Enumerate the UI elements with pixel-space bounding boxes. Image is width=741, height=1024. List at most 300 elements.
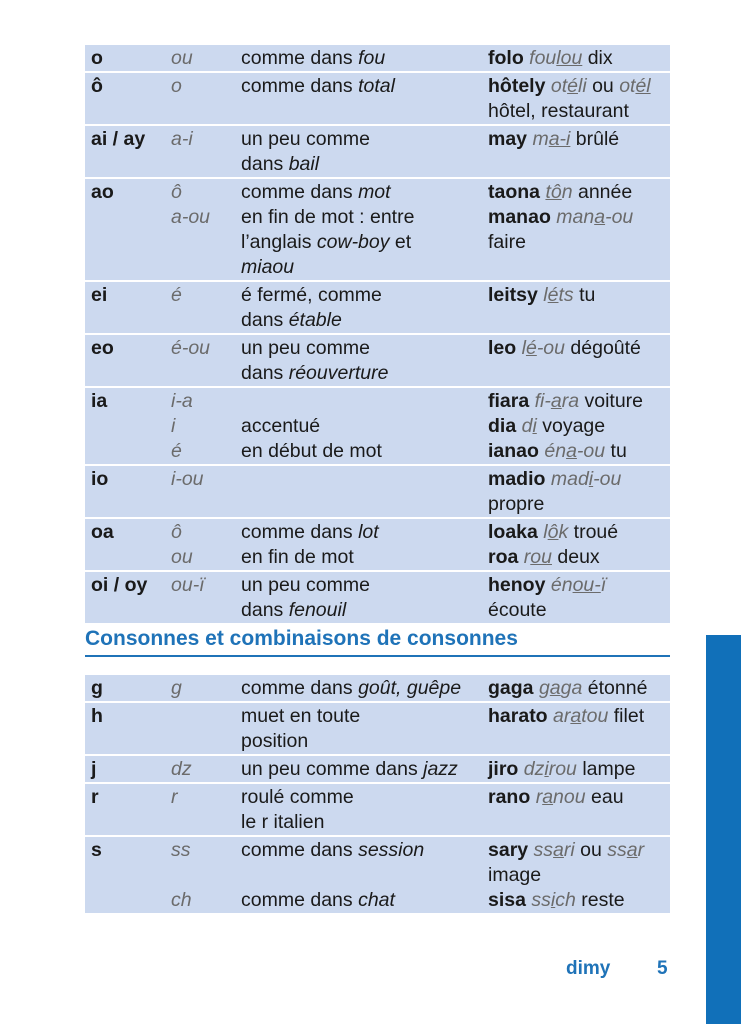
example-text: mad xyxy=(550,468,589,490)
example-cell xyxy=(488,810,670,835)
table-line xyxy=(85,255,670,280)
description-text: roulé comme xyxy=(241,786,354,808)
table-line xyxy=(85,439,670,464)
letter-cell: h xyxy=(91,705,103,727)
pronunciation-cell: i-a xyxy=(171,390,193,412)
table-line xyxy=(85,838,670,863)
example-text: deux xyxy=(551,546,600,568)
table-line xyxy=(85,863,670,888)
example-text: r xyxy=(637,839,645,861)
example-text: d xyxy=(521,415,533,437)
example-text: m xyxy=(532,128,549,150)
example-text: fou xyxy=(529,47,557,69)
example-text: tu xyxy=(605,440,627,462)
example-text: propre xyxy=(488,493,545,515)
letter-cell: ei xyxy=(91,284,108,306)
table-row xyxy=(85,756,670,784)
letter-cell: oa xyxy=(91,521,114,543)
letter-cell xyxy=(85,863,171,888)
pronunciation-cell xyxy=(171,308,241,333)
example-word: taona xyxy=(488,181,541,203)
pronunciation-cell xyxy=(171,99,241,124)
example-text: rou xyxy=(548,758,577,780)
example-text: tou xyxy=(581,705,609,727)
description-cell xyxy=(241,704,488,729)
pronunciation-cell: ch xyxy=(171,889,192,911)
table-line xyxy=(85,127,670,152)
description-cell xyxy=(241,439,488,464)
letter-cell xyxy=(85,414,171,439)
example-text: i xyxy=(532,415,537,437)
example-text: él xyxy=(635,75,651,97)
example-text: i xyxy=(544,758,549,780)
description-text: dans xyxy=(241,309,289,331)
example-text: brûlé xyxy=(570,128,620,150)
example-cell xyxy=(488,729,670,754)
pronunciation-cell: g xyxy=(171,677,182,699)
example-cell xyxy=(488,573,670,598)
example-word: roa xyxy=(488,546,519,568)
example-text: voiture xyxy=(579,390,644,412)
example-cell xyxy=(488,888,670,913)
description-text: dans xyxy=(241,599,289,621)
example-text: nou xyxy=(553,786,586,808)
description-cell xyxy=(241,99,488,124)
example-text: a xyxy=(570,705,582,727)
example-word: leitsy xyxy=(488,284,538,306)
description-cell xyxy=(241,336,488,361)
example-text: écoute xyxy=(488,599,547,621)
description-cell xyxy=(241,46,488,71)
example-cell xyxy=(488,439,670,464)
description-text: lot xyxy=(358,521,379,543)
letter-cell: o xyxy=(91,47,103,69)
letter-cell xyxy=(85,439,171,464)
example-cell xyxy=(488,336,670,361)
letter-cell: s xyxy=(91,839,102,861)
example-cell xyxy=(488,255,670,280)
example-text: -ou xyxy=(576,440,606,462)
letter-cell xyxy=(85,230,171,255)
example-text: ss xyxy=(531,889,551,911)
example-word: fiara xyxy=(488,390,530,412)
table-row xyxy=(85,572,670,625)
table-line xyxy=(85,180,670,205)
table-line xyxy=(85,152,670,177)
letter-cell xyxy=(85,598,171,623)
table-line xyxy=(85,361,670,386)
pronunciation-cell xyxy=(171,361,241,386)
example-cell xyxy=(488,467,670,492)
table-row xyxy=(85,179,670,282)
example-text: dégoûté xyxy=(565,337,641,359)
example-text: -ou xyxy=(536,337,565,359)
description-text: é fermé, comme xyxy=(241,284,382,306)
example-text: lampe xyxy=(576,758,636,780)
table-row xyxy=(85,519,670,572)
table-line xyxy=(85,467,670,492)
example-word: loaka xyxy=(488,521,538,543)
pronunciation-cell: é xyxy=(171,440,182,462)
example-text: l xyxy=(543,284,548,306)
consonant-table xyxy=(85,675,670,915)
example-text: ss xyxy=(533,839,554,861)
pronunciation-cell: é xyxy=(171,284,182,306)
example-text: man xyxy=(556,206,595,228)
example-word: manao xyxy=(488,206,551,228)
example-text: troué xyxy=(568,521,619,543)
table-line xyxy=(85,205,670,230)
description-text: l’anglais xyxy=(241,231,317,253)
example-text: é xyxy=(567,75,578,97)
table-row xyxy=(85,335,670,388)
pronunciation-cell: a-i xyxy=(171,128,193,150)
table-line xyxy=(85,46,670,71)
example-text: a xyxy=(553,839,564,861)
example-text: ri xyxy=(563,839,575,861)
letter-cell xyxy=(85,810,171,835)
example-text: ar xyxy=(553,705,571,727)
description-text: comme dans xyxy=(241,839,359,861)
pronunciation-cell: ô xyxy=(171,521,182,543)
pronunciation-cell xyxy=(171,729,241,754)
pronunciation-cell xyxy=(171,492,241,517)
description-cell xyxy=(241,520,488,545)
letter-cell xyxy=(85,492,171,517)
description-text: miaou xyxy=(241,256,295,278)
table-row xyxy=(85,675,670,703)
example-cell xyxy=(488,863,670,888)
example-text: ou xyxy=(586,75,620,97)
description-cell xyxy=(241,785,488,810)
example-text: ou xyxy=(530,546,552,568)
description-text: comme dans xyxy=(241,677,359,699)
example-word: henoy xyxy=(488,574,546,596)
example-cell xyxy=(488,99,670,124)
description-text: dans xyxy=(241,153,289,175)
example-word: sary xyxy=(488,839,529,861)
example-text: a xyxy=(542,786,554,808)
pronunciation-cell: dz xyxy=(171,758,192,780)
letter-cell xyxy=(85,152,171,177)
example-text: a xyxy=(549,677,561,699)
description-text: cow-boy xyxy=(316,231,390,253)
example-word: sisa xyxy=(488,889,526,911)
letter-cell xyxy=(85,545,171,570)
table-line xyxy=(85,729,670,754)
letter-cell: io xyxy=(91,468,109,490)
pronunciation-cell: i xyxy=(171,415,176,437)
description-cell xyxy=(241,205,488,230)
description-text: goût, guêpe xyxy=(358,677,462,699)
table-line xyxy=(85,676,670,701)
example-cell xyxy=(488,230,670,255)
example-cell xyxy=(488,838,670,863)
example-text: i xyxy=(550,889,556,911)
description-cell xyxy=(241,838,488,863)
example-text: én xyxy=(550,574,573,596)
side-thumb-tab xyxy=(706,635,741,1024)
example-word: harato xyxy=(488,705,548,727)
table-row xyxy=(85,73,670,126)
table-line xyxy=(85,785,670,810)
table-line xyxy=(85,336,670,361)
table-line xyxy=(85,704,670,729)
description-cell xyxy=(241,863,488,888)
pronunciation-cell: o xyxy=(171,75,182,97)
description-cell xyxy=(241,598,488,623)
table-row xyxy=(85,466,670,519)
example-text: filet xyxy=(608,705,645,727)
description-text: un peu comme dans xyxy=(241,758,424,780)
description-text: total xyxy=(358,75,395,97)
letter-cell xyxy=(85,308,171,333)
example-word: folo xyxy=(488,47,524,69)
table-line xyxy=(85,545,670,570)
example-text: én xyxy=(544,440,567,462)
example-cell xyxy=(488,757,670,782)
table-line xyxy=(85,810,670,835)
pronunciation-cell: ou-ï xyxy=(171,574,205,596)
description-cell xyxy=(241,361,488,386)
example-text: a xyxy=(566,440,577,462)
description-cell xyxy=(241,676,488,701)
example-cell xyxy=(488,283,670,308)
example-text: a-i xyxy=(548,128,571,150)
table-row xyxy=(85,784,670,837)
pronunciation-cell xyxy=(171,152,241,177)
description-cell xyxy=(241,573,488,598)
example-text: ou xyxy=(574,839,608,861)
example-text: dix xyxy=(582,47,613,69)
table-line xyxy=(85,573,670,598)
example-text: ga xyxy=(560,677,583,699)
table-row xyxy=(85,388,670,466)
table-row xyxy=(85,45,670,73)
example-cell xyxy=(488,598,670,623)
table-line xyxy=(85,230,670,255)
table-line xyxy=(85,389,670,414)
example-text: ra xyxy=(561,390,580,412)
example-cell xyxy=(488,492,670,517)
example-text: l xyxy=(521,337,526,359)
example-text: ï xyxy=(600,574,607,596)
pronunciation-cell: ou xyxy=(171,47,193,69)
description-cell xyxy=(241,414,488,439)
example-text: voyage xyxy=(536,415,606,437)
example-text: li xyxy=(577,75,587,97)
letter-cell xyxy=(85,255,171,280)
letter-cell xyxy=(85,99,171,124)
letter-cell: ô xyxy=(91,75,103,97)
description-text: muet en toute xyxy=(241,705,361,727)
example-text: ss xyxy=(607,839,627,861)
table-line xyxy=(85,757,670,782)
example-cell xyxy=(488,704,670,729)
description-text: bail xyxy=(288,153,320,175)
example-text: tu xyxy=(573,284,596,306)
description-cell xyxy=(241,180,488,205)
example-cell xyxy=(488,180,670,205)
example-text: faire xyxy=(488,231,526,253)
example-cell xyxy=(488,676,670,701)
letter-cell xyxy=(85,888,171,913)
description-text: jazz xyxy=(423,758,458,780)
description-text: étable xyxy=(288,309,342,331)
footer-word: dimy xyxy=(566,958,611,979)
table-line xyxy=(85,520,670,545)
letter-cell: ai / ay xyxy=(91,128,146,150)
letter-cell: g xyxy=(91,677,103,699)
description-text: comme dans xyxy=(241,521,359,543)
example-text: étonné xyxy=(582,677,648,699)
example-text: k xyxy=(558,521,569,543)
example-word: leo xyxy=(488,337,517,359)
example-text: ch xyxy=(555,889,576,911)
example-text: n xyxy=(561,181,573,203)
letter-cell xyxy=(85,205,171,230)
description-cell xyxy=(241,492,488,517)
pronunciation-cell: i-ou xyxy=(171,468,204,490)
table-line xyxy=(85,492,670,517)
example-text: reste xyxy=(575,889,625,911)
example-word: may xyxy=(488,128,528,150)
section-divider xyxy=(85,655,670,657)
description-cell xyxy=(241,152,488,177)
example-text: ot xyxy=(619,75,636,97)
description-cell xyxy=(241,389,488,414)
example-text: image xyxy=(488,864,542,886)
table-row xyxy=(85,837,670,915)
description-cell xyxy=(241,888,488,913)
description-cell xyxy=(241,230,488,255)
example-cell xyxy=(488,414,670,439)
example-text: ô xyxy=(547,521,559,543)
example-cell xyxy=(488,545,670,570)
description-text: un peu comme xyxy=(241,574,370,596)
description-text: comme dans xyxy=(241,75,359,97)
letter-cell xyxy=(85,729,171,754)
table-line xyxy=(85,99,670,124)
pronunciation-cell xyxy=(171,230,241,255)
example-text: fi- xyxy=(534,390,551,412)
description-cell xyxy=(241,255,488,280)
description-text: le r italien xyxy=(241,811,325,833)
description-text: et xyxy=(389,231,412,253)
pronunciation-cell xyxy=(171,704,241,729)
example-word: dia xyxy=(488,415,517,437)
description-text: comme dans xyxy=(241,181,359,203)
section-title: Consonnes et combinaisons de consonnes xyxy=(85,627,518,650)
example-text: tô xyxy=(545,181,562,203)
description-text: réouverture xyxy=(288,362,389,384)
example-text: r xyxy=(535,786,543,808)
example-text: eau xyxy=(585,786,624,808)
example-word: madio xyxy=(488,468,546,490)
description-text: un peu comme xyxy=(241,128,370,150)
description-text: un peu comme xyxy=(241,337,370,359)
example-cell xyxy=(488,308,670,333)
description-cell xyxy=(241,74,488,99)
example-text: g xyxy=(538,677,550,699)
letter-cell: eo xyxy=(91,337,114,359)
pronunciation-cell: é-ou xyxy=(171,337,211,359)
example-text: ts xyxy=(558,284,574,306)
example-word: ianao xyxy=(488,440,539,462)
description-text: comme dans xyxy=(241,47,359,69)
example-text: hôtel, restaurant xyxy=(488,100,629,122)
description-text: session xyxy=(358,839,425,861)
description-text: fenouil xyxy=(288,599,347,621)
table-row xyxy=(85,282,670,335)
example-word: hôtely xyxy=(488,75,546,97)
letter-cell: r xyxy=(91,786,99,808)
description-cell xyxy=(241,283,488,308)
description-text: fou xyxy=(358,47,386,69)
example-cell xyxy=(488,46,670,71)
example-cell xyxy=(488,389,670,414)
pronunciation-cell: ss xyxy=(171,839,191,861)
example-word: gaga xyxy=(488,677,534,699)
table-row xyxy=(85,703,670,756)
vowel-table xyxy=(85,45,670,625)
example-text: a xyxy=(594,206,606,228)
pronunciation-cell xyxy=(171,255,241,280)
example-word: jiro xyxy=(488,758,519,780)
example-cell xyxy=(488,152,670,177)
example-text: a xyxy=(626,839,638,861)
table-line xyxy=(85,414,670,439)
description-text: en fin de mot : entre xyxy=(241,206,415,228)
example-cell xyxy=(488,127,670,152)
example-text: a xyxy=(550,390,562,412)
table-line xyxy=(85,283,670,308)
example-word: rano xyxy=(488,786,531,808)
example-cell xyxy=(488,520,670,545)
pronunciation-cell: a-ou xyxy=(171,206,211,228)
description-text: en fin de mot xyxy=(241,546,354,568)
example-text: l xyxy=(543,521,548,543)
description-text: mot xyxy=(358,181,391,203)
letter-cell: ao xyxy=(91,181,114,203)
letter-cell: j xyxy=(91,758,97,780)
example-text: ou- xyxy=(572,574,601,596)
example-text: ot xyxy=(550,75,568,97)
description-cell xyxy=(241,810,488,835)
example-text: -ou xyxy=(605,206,634,228)
table-line xyxy=(85,74,670,99)
page-number: 5 xyxy=(657,958,668,979)
letter-cell: oi / oy xyxy=(91,574,148,596)
description-cell xyxy=(241,467,488,492)
example-cell xyxy=(488,361,670,386)
description-cell xyxy=(241,757,488,782)
example-cell xyxy=(488,205,670,230)
description-text: en début de mot xyxy=(241,440,382,462)
letter-cell: ia xyxy=(91,390,108,412)
table-line xyxy=(85,598,670,623)
pronunciation-cell: r xyxy=(171,786,178,808)
example-text: é xyxy=(525,337,537,359)
example-text: dz xyxy=(523,758,545,780)
description-cell xyxy=(241,729,488,754)
example-cell xyxy=(488,785,670,810)
example-text: i xyxy=(588,468,594,490)
example-text: -ou xyxy=(593,468,622,490)
table-line xyxy=(85,308,670,333)
letter-cell xyxy=(85,361,171,386)
description-text: chat xyxy=(358,889,395,911)
